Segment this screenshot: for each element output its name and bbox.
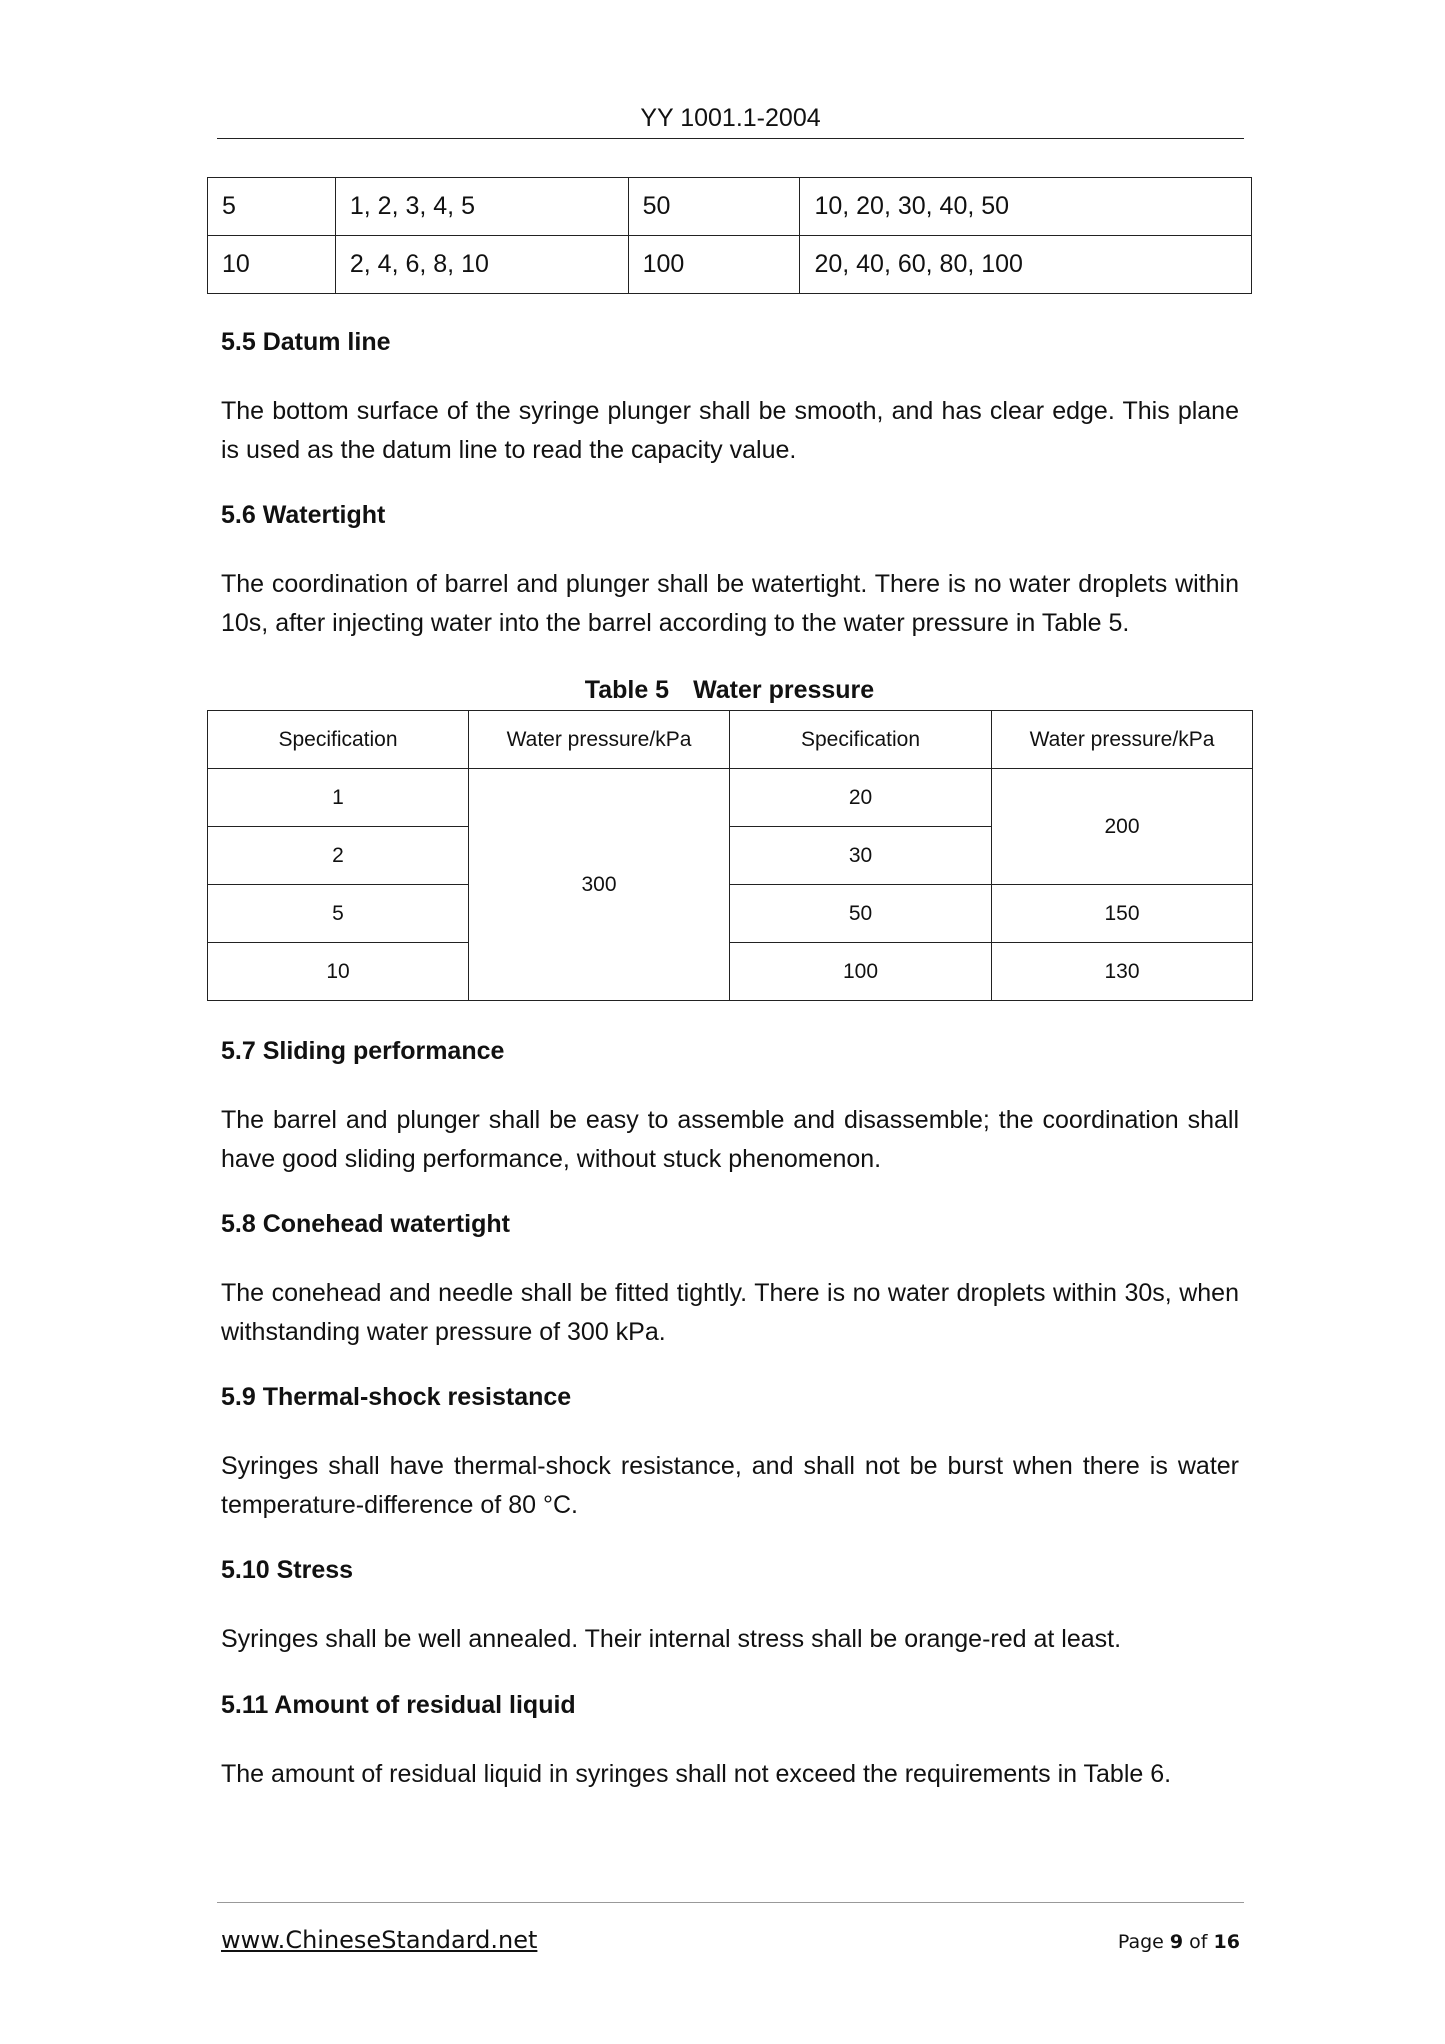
page-number: 9	[1169, 1931, 1184, 1953]
table-cell: 50	[730, 885, 992, 943]
document-id: YY 1001.1-2004	[640, 104, 821, 132]
table-cell: 10	[208, 236, 336, 294]
column-header: Specification	[730, 711, 992, 769]
section-text-5-8: The conehead and needle shall be fitted tightly. There is no water droplets within 30s, when withstanding water pressure of 300 kPa.	[221, 1279, 1239, 1346]
page-label: Page	[1117, 1931, 1164, 1953]
section-heading-5-8: 5.8 Conehead watertight	[221, 1210, 510, 1238]
table-row	[208, 885, 1253, 943]
table-row	[208, 178, 1252, 236]
table-cell: 1, 2, 3, 4, 5	[335, 178, 628, 236]
capacity-graduation-table	[207, 177, 1252, 294]
column-header: Water pressure/kPa	[992, 711, 1253, 769]
table-cell: 2, 4, 6, 8, 10	[335, 236, 628, 294]
page-total: 16	[1213, 1931, 1240, 1953]
table-cell: 5	[208, 178, 336, 236]
table-5-number: Table 5	[584, 676, 670, 704]
section-heading-5-6: 5.6 Watertight	[221, 501, 386, 529]
section-heading-5-10: 5.10 Stress	[221, 1556, 354, 1584]
column-header: Specification	[208, 711, 469, 769]
table-cell: 150	[992, 885, 1253, 943]
section-text-5-6: The coordination of barrel and plunger shall be watertight. There is no water droplets within 10s, after injecting water into the barrel according to the water pressure in Table 5.	[221, 570, 1239, 637]
table-cell: 20	[730, 769, 992, 827]
footer-website-link[interactable]: www.ChineseStandard.net	[221, 1926, 538, 1954]
table-cell: 130	[992, 943, 1253, 1001]
section-heading-5-5: 5.5 Datum line	[221, 328, 391, 356]
table-cell: 1	[208, 769, 469, 827]
table-5-title: Water pressure	[693, 676, 875, 704]
section-heading-5-11: 5.11 Amount of residual liquid	[221, 1691, 576, 1719]
section-text-5-9: Syringes shall have thermal-shock resistance, and shall not be burst when there is water temperature-difference of 80 °C.	[221, 1452, 1239, 1519]
table-5-caption	[207, 676, 1252, 705]
table-cell: 10	[208, 943, 469, 1001]
table-cell: 50	[628, 178, 800, 236]
table-row	[208, 943, 1253, 1001]
table-row	[208, 236, 1252, 294]
footer-divider	[217, 1902, 1244, 1903]
section-text-5-7: The barrel and plunger shall be easy to assemble and disassemble; the coordination shall have good sliding performance, without stuck phenomenon.	[221, 1106, 1239, 1173]
table-cell: 30	[730, 827, 992, 885]
table-cell: 2	[208, 827, 469, 885]
table-cell: 300	[469, 769, 730, 1001]
page-indicator	[1118, 1931, 1240, 1953]
section-heading-5-9: 5.9 Thermal-shock resistance	[221, 1383, 572, 1411]
table-cell: 20, 40, 60, 80, 100	[800, 236, 1252, 294]
table-cell: 200	[992, 769, 1253, 885]
column-header: Water pressure/kPa	[469, 711, 730, 769]
table-cell: 100	[628, 236, 800, 294]
table-header-row	[208, 711, 1253, 769]
section-heading-5-7: 5.7 Sliding performance	[221, 1037, 505, 1065]
water-pressure-table	[207, 710, 1253, 1001]
page-header	[217, 102, 1244, 139]
table-cell: 5	[208, 885, 469, 943]
section-text-5-11: The amount of residual liquid in syringes shall not exceed the requirements in Table 6.	[221, 1760, 1172, 1788]
section-text-5-10: Syringes shall be well annealed. Their internal stress shall be orange-red at least.	[221, 1625, 1122, 1653]
table-cell: 10, 20, 30, 40, 50	[800, 178, 1252, 236]
table-cell: 100	[730, 943, 992, 1001]
page-of-label: of	[1189, 1931, 1208, 1953]
table-row	[208, 769, 1253, 827]
section-text-5-5: The bottom surface of the syringe plunger shall be smooth, and has clear edge. This plane is used as the datum line to read the capacity value.	[221, 397, 1239, 464]
